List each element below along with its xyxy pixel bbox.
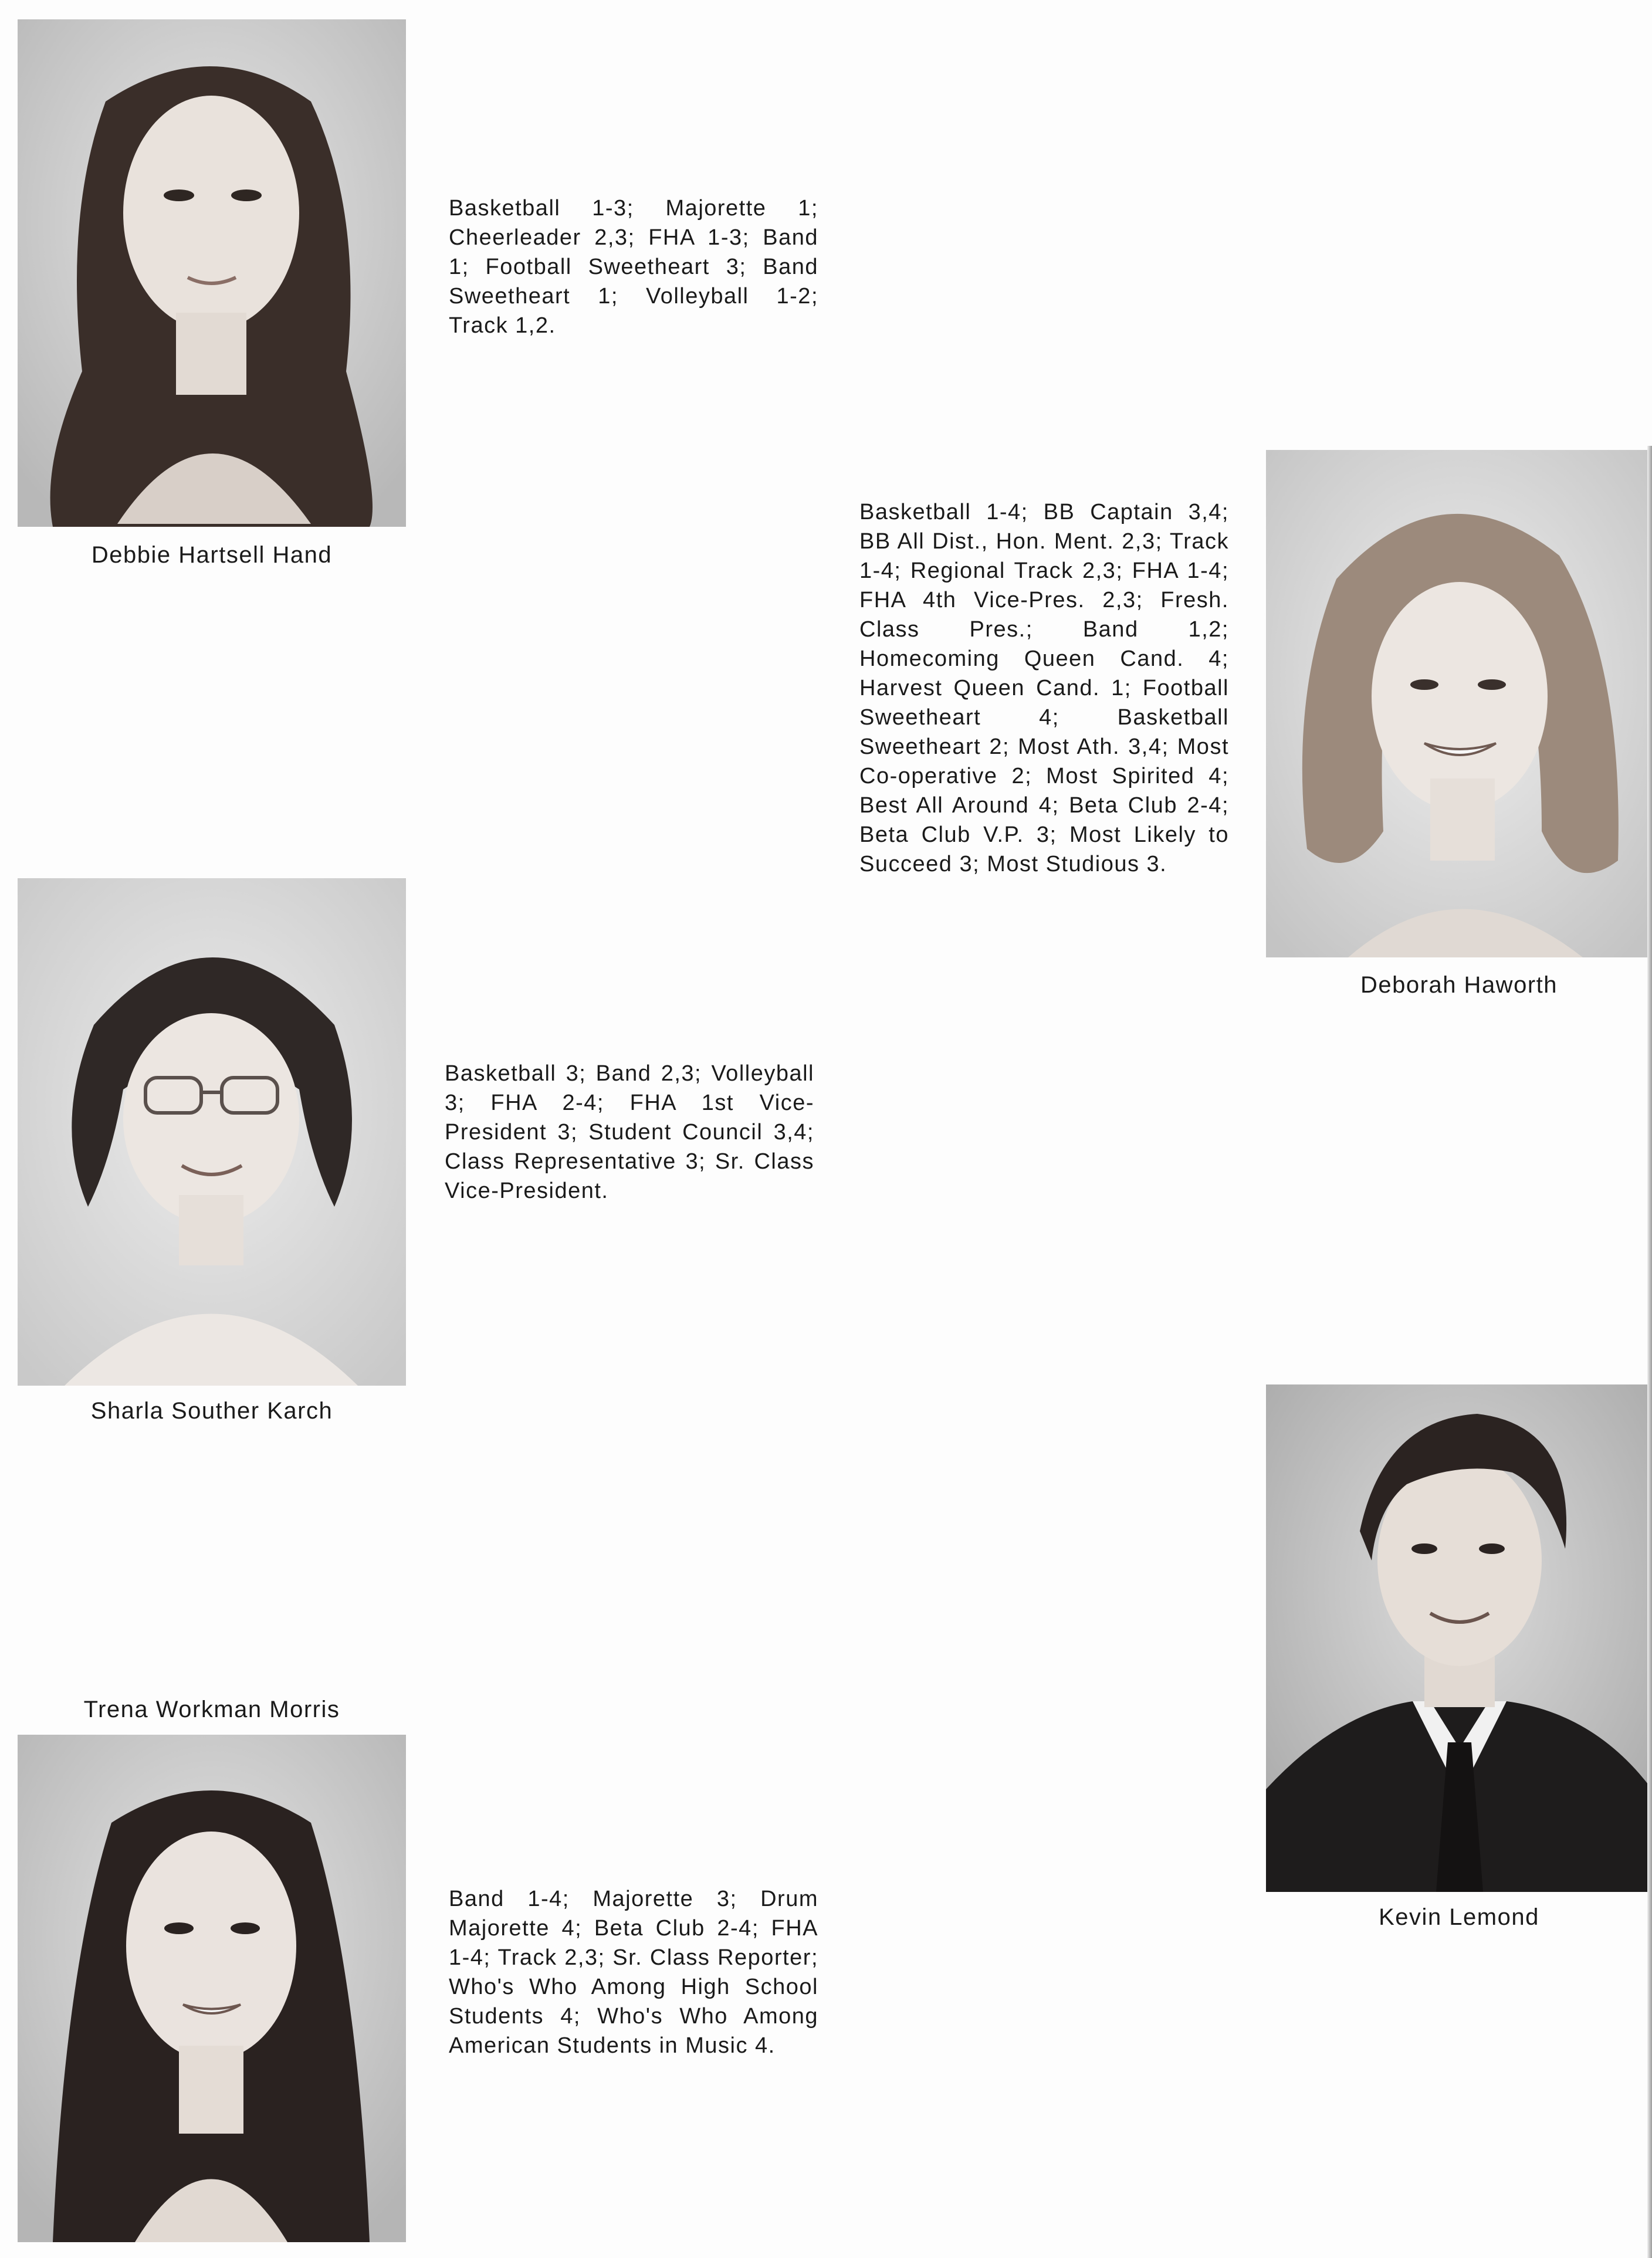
portrait-photo-debbie-hand — [18, 19, 406, 527]
page-edge-shadow — [1647, 446, 1652, 2258]
student-activities: Band 1-4; Majorette 3; Drum Majorette 4; Beta Club 2-4; FHA 1-4; Track 2,3; Sr. Class Reporter; Who's Who Among High School Students 4; Who's Who Among American Students in Music 4. — [449, 1887, 818, 2058]
student-name: Trena Workman Morris — [83, 1697, 340, 1722]
portrait-photo-kevin-lemond — [1266, 1384, 1652, 1892]
portrait-photo-deborah-haworth — [1266, 450, 1652, 957]
portrait-photo-sharla-karch — [18, 878, 406, 1386]
student-name: Kevin Lemond — [1379, 1904, 1539, 1930]
student-name: Deborah Haworth — [1360, 972, 1558, 998]
student-activities: Basketball 1-4; BB Captain 3,4; BB All Dist., Hon. Ment. 2,3; Track 1-4; Regional Track 2,3; FHA 1-4; FHA 4th Vice-Pres. 2,3; Fresh. Class Pres.; Band 1,2; Homecoming Queen Cand. 4; Harvest Queen Cand. 1; Football Sweetheart 4; Basketball Sweetheart 2; Most Ath. 3,4; Most Co-operative 2; Most Spirited 4; Best All Around 4; Beta Club 2-4; Beta Club V.P. 3; Most Likely to Succeed 3; Most Studious 3. — [859, 500, 1229, 876]
portrait-photo-trena-morris — [18, 1735, 406, 2242]
student-activities: Basketball 3; Band 2,3; Volleyball 3; FHA 2-4; FHA 1st Vice-President 3; Student Council 3,4; Class Representative 3; Sr. Class Vice-President. — [445, 1061, 814, 1203]
student-name: Sharla Souther Karch — [90, 1398, 333, 1424]
student-name: Debbie Hartsell Hand — [91, 542, 333, 568]
student-activities: Basketball 1-3; Majorette 1; Cheerleader 2,3; FHA 1-3; Band 1; Football Sweetheart 3; Band Sweetheart 1; Volleyball 1-2; Track 1,2. — [449, 196, 818, 338]
